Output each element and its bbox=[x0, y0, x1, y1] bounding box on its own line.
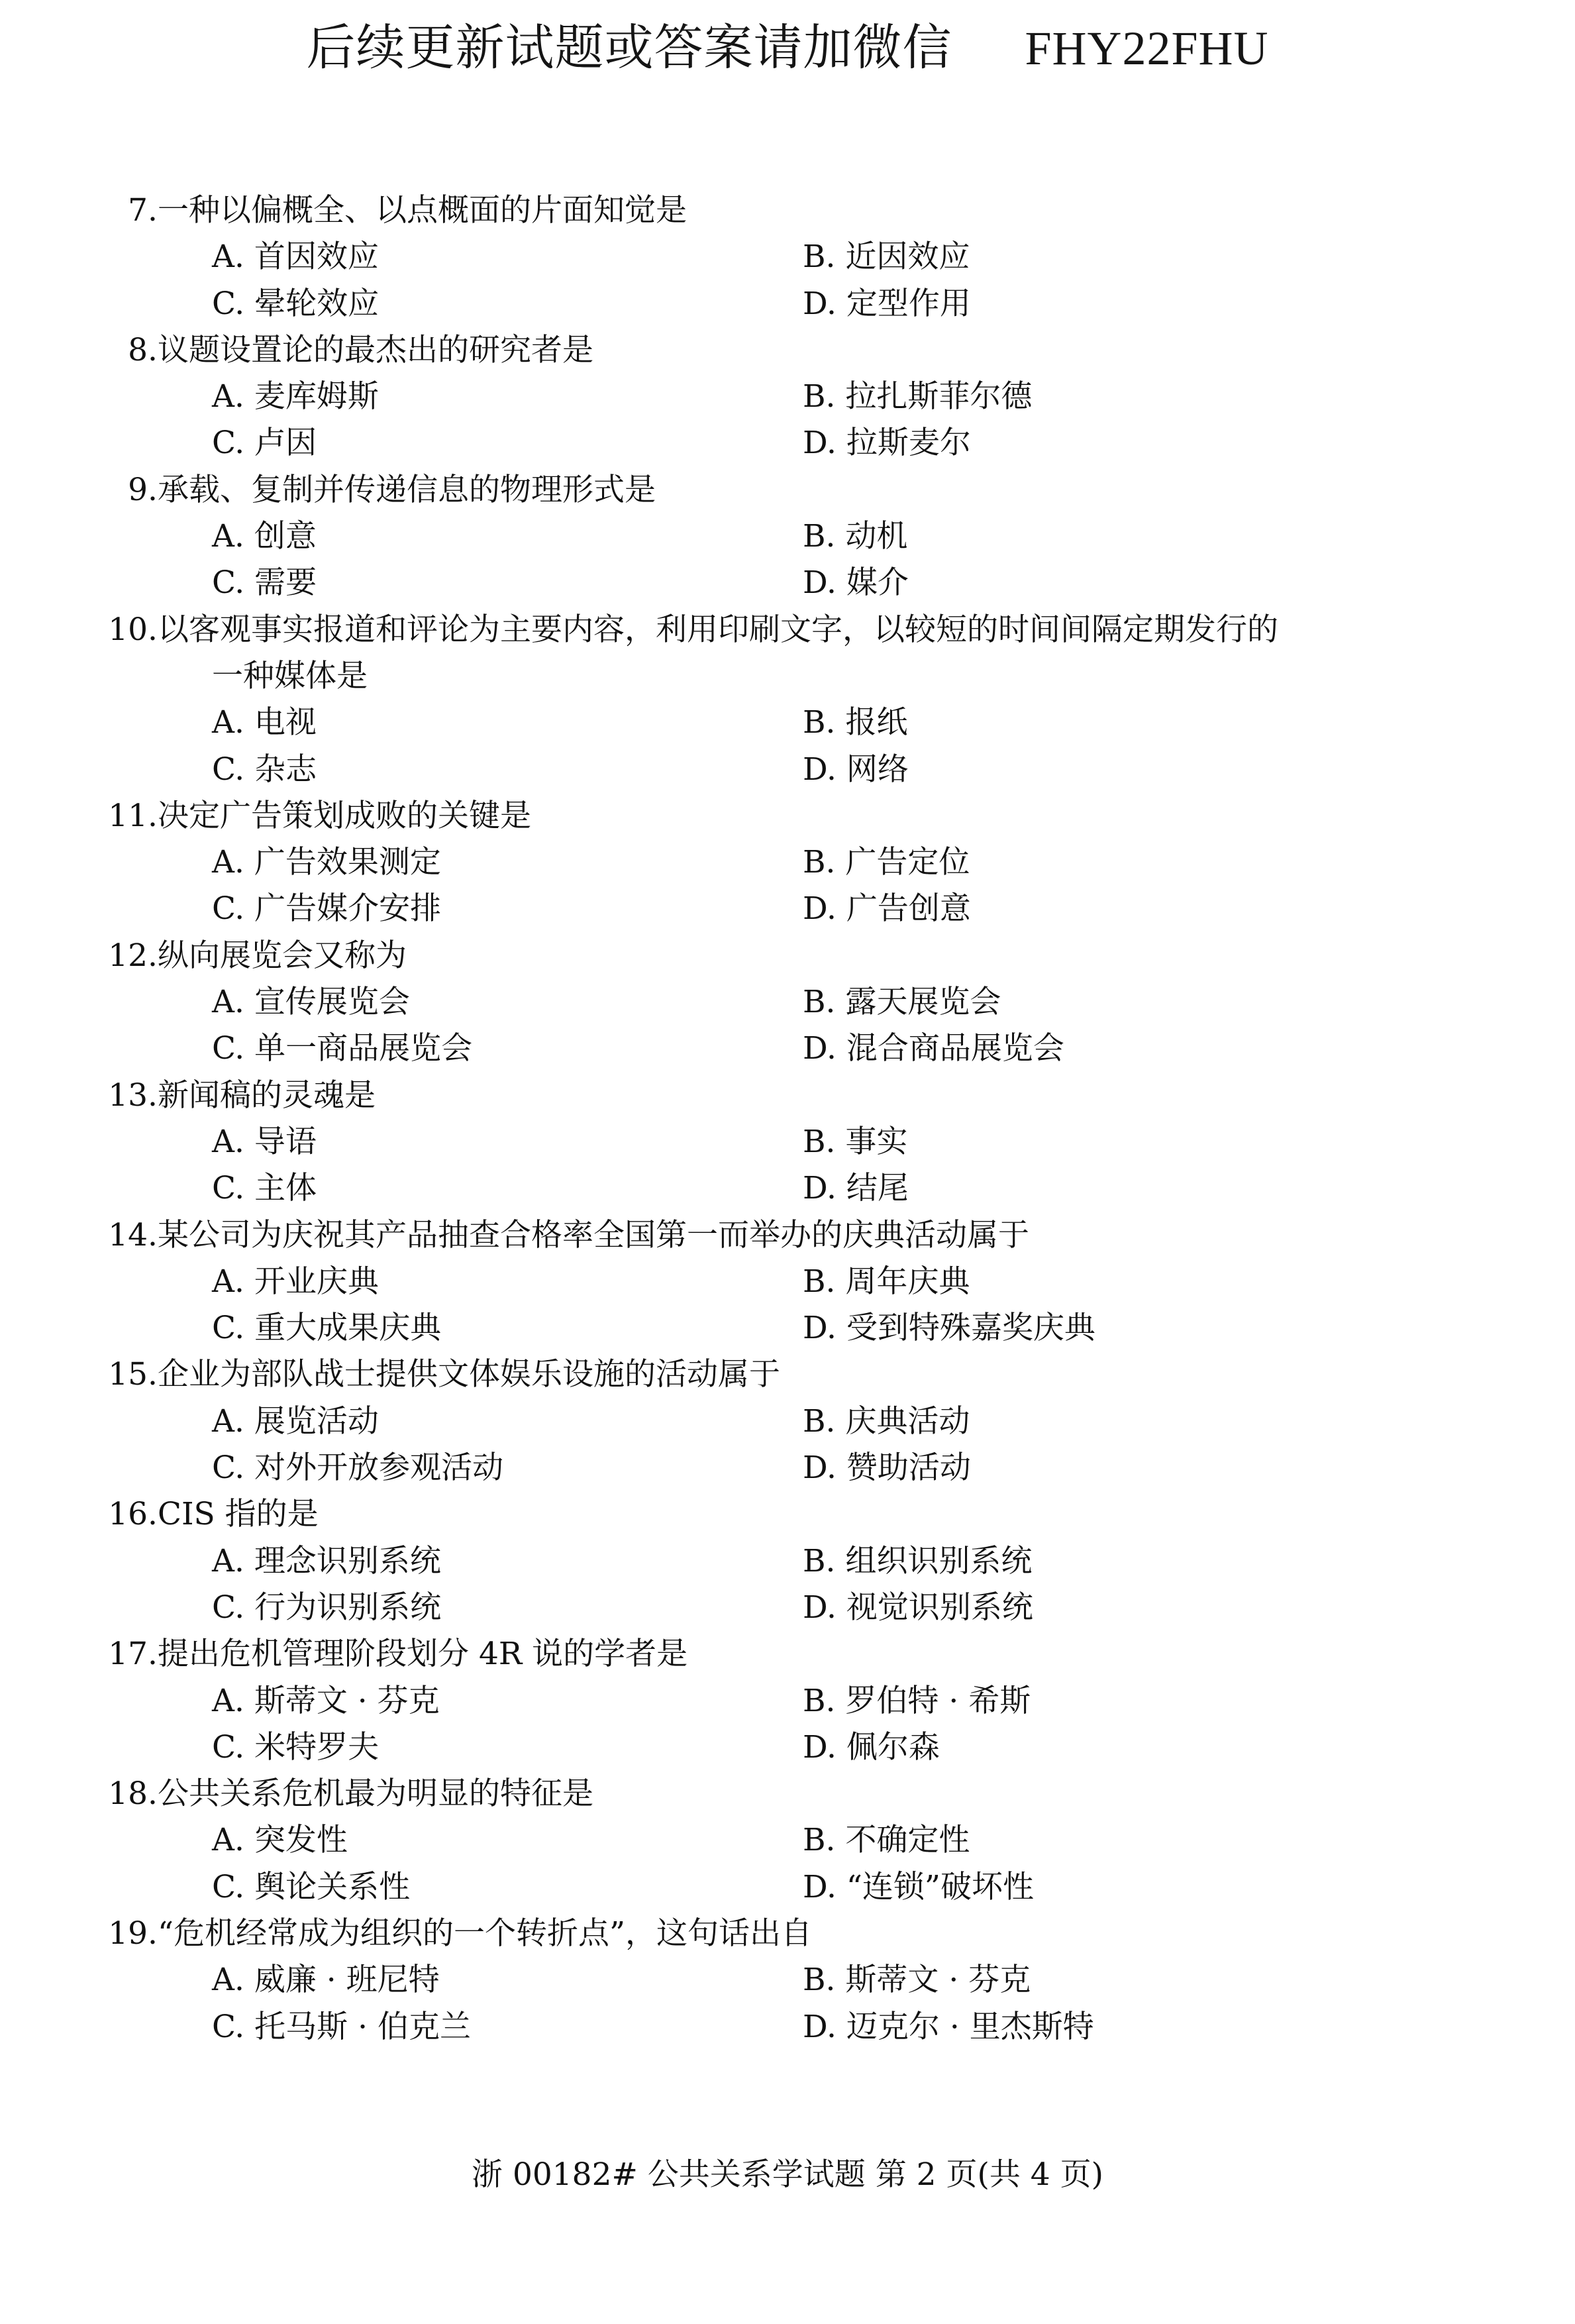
option-a: A. 首因效应 bbox=[212, 238, 379, 276]
question-stem bbox=[0, 607, 1575, 653]
option-d: D. 混合商品展览会 bbox=[803, 1030, 1064, 1067]
question-item bbox=[0, 1911, 1575, 2050]
question-stem bbox=[0, 1073, 1575, 1119]
options-row bbox=[0, 1957, 1575, 2003]
options-row bbox=[0, 747, 1575, 793]
option-d: D. 赞助活动 bbox=[803, 1450, 971, 1487]
option-b: B. 近因效应 bbox=[803, 238, 970, 276]
option-a: A. 广告效果测定 bbox=[212, 844, 441, 881]
option-d: D. 受到特殊嘉奖庆典 bbox=[803, 1310, 1095, 1347]
options-row bbox=[0, 1585, 1575, 1631]
question-item bbox=[0, 607, 1575, 793]
question-number: 19. bbox=[108, 1915, 158, 1952]
option-b: B. 组织识别系统 bbox=[803, 1542, 1033, 1579]
option-a: A. 展览活动 bbox=[212, 1402, 379, 1440]
question-number: 9. bbox=[128, 471, 158, 508]
option-a: A. 麦库姆斯 bbox=[212, 378, 379, 415]
question-number: 10. bbox=[108, 611, 158, 648]
question-stem-continued bbox=[0, 653, 1575, 700]
question-item bbox=[0, 1631, 1575, 1771]
question-text: 一种媒体是 bbox=[212, 657, 368, 694]
option-b: B. 露天展览会 bbox=[803, 984, 1001, 1021]
option-a: A. 斯蒂文 · 芬克 bbox=[212, 1682, 440, 1719]
options-row bbox=[0, 281, 1575, 327]
footer-text: 浙 00182# 公共关系学试题 第 2 页(共 4 页) bbox=[472, 2156, 1103, 2193]
question-stem bbox=[0, 933, 1575, 979]
option-b: B. 周年庆典 bbox=[803, 1263, 970, 1300]
options-row bbox=[0, 1445, 1575, 1491]
question-item bbox=[0, 1212, 1575, 1352]
question-stem bbox=[0, 1491, 1575, 1538]
option-c: C. 行为识别系统 bbox=[212, 1589, 442, 1626]
option-a: A. 宣传展览会 bbox=[212, 984, 410, 1021]
option-c: C. 卢因 bbox=[212, 425, 317, 462]
question-text: 企业为部队战士提供文体娱乐设施的活动属于 bbox=[158, 1356, 780, 1393]
question-text: 某公司为庆祝其产品抽查合格率全国第一而举办的庆典活动属于 bbox=[158, 1216, 1029, 1253]
option-d: D. 定型作用 bbox=[803, 285, 971, 322]
options-row bbox=[0, 1864, 1575, 1911]
option-b: B. 广告定位 bbox=[803, 844, 970, 881]
options-row bbox=[0, 839, 1575, 886]
options-row bbox=[0, 234, 1575, 280]
option-c: C. 晕轮效应 bbox=[212, 285, 380, 322]
question-number: 16. bbox=[108, 1496, 158, 1533]
question-number: 15. bbox=[108, 1356, 158, 1393]
question-text: 一种以偏概全、以点概面的片面知觉是 bbox=[158, 192, 687, 229]
question-text: 提出危机管理阶段划分 4R 说的学者是 bbox=[158, 1636, 688, 1673]
option-d: D. 广告创意 bbox=[803, 890, 971, 927]
option-d: D. 拉斯麦尔 bbox=[803, 425, 971, 462]
option-b: B. 斯蒂文 · 芬克 bbox=[803, 1962, 1031, 1999]
option-a: A. 理念识别系统 bbox=[212, 1542, 441, 1579]
question-stem bbox=[0, 327, 1575, 374]
page-header bbox=[0, 15, 1575, 81]
question-stem bbox=[0, 1631, 1575, 1677]
option-c: C. 舆论关系性 bbox=[212, 1868, 411, 1905]
option-c: C. 需要 bbox=[212, 564, 317, 602]
question-item bbox=[0, 327, 1575, 467]
option-d: D. 视觉识别系统 bbox=[803, 1589, 1033, 1626]
question-number: 7. bbox=[128, 192, 158, 229]
question-stem bbox=[0, 1212, 1575, 1259]
options-row bbox=[0, 979, 1575, 1026]
question-text: “危机经常成为组织的一个转折点”，这句话出自 bbox=[158, 1915, 813, 1952]
options-row bbox=[0, 1678, 1575, 1724]
question-stem bbox=[0, 1911, 1575, 1957]
option-d: D. 佩尔森 bbox=[803, 1728, 940, 1766]
question-item bbox=[0, 793, 1575, 933]
question-text: 纵向展览会又称为 bbox=[158, 937, 407, 974]
question-item bbox=[0, 467, 1575, 607]
question-stem bbox=[0, 187, 1575, 234]
question-stem bbox=[0, 1771, 1575, 1817]
question-number: 18. bbox=[108, 1775, 158, 1813]
option-d: D. 网络 bbox=[803, 751, 909, 788]
options-row bbox=[0, 1119, 1575, 1165]
options-row bbox=[0, 1538, 1575, 1585]
question-text: CIS 指的是 bbox=[158, 1496, 319, 1533]
header-code: FHY22FHU bbox=[1025, 22, 1269, 75]
option-b: B. 事实 bbox=[803, 1123, 908, 1160]
options-row bbox=[0, 560, 1575, 606]
question-text: 公共关系危机最为明显的特征是 bbox=[158, 1775, 593, 1813]
options-row bbox=[0, 1305, 1575, 1351]
options-row bbox=[0, 1817, 1575, 1864]
options-row bbox=[0, 1165, 1575, 1212]
option-a: A. 开业庆典 bbox=[212, 1263, 379, 1300]
option-c: C. 单一商品展览会 bbox=[212, 1030, 473, 1067]
question-stem bbox=[0, 1351, 1575, 1398]
option-b: B. 不确定性 bbox=[803, 1822, 970, 1859]
question-item bbox=[0, 1491, 1575, 1631]
options-row bbox=[0, 420, 1575, 466]
question-number: 11. bbox=[108, 797, 158, 834]
options-row bbox=[0, 374, 1575, 420]
options-row bbox=[0, 1724, 1575, 1771]
option-d: D. “连锁”破坏性 bbox=[803, 1868, 1034, 1905]
question-item bbox=[0, 933, 1575, 1073]
option-c: C. 米特罗夫 bbox=[212, 1728, 380, 1766]
options-row bbox=[0, 700, 1575, 746]
options-row bbox=[0, 1259, 1575, 1305]
page-footer bbox=[0, 2152, 1575, 2198]
option-a: A. 电视 bbox=[212, 704, 317, 741]
option-b: B. 庆典活动 bbox=[803, 1402, 970, 1440]
question-item bbox=[0, 187, 1575, 327]
question-text: 议题设置论的最杰出的研究者是 bbox=[158, 331, 593, 368]
question-item bbox=[0, 1073, 1575, 1212]
option-b: B. 拉扎斯菲尔德 bbox=[803, 378, 1033, 415]
option-b: B. 罗伯特 · 希斯 bbox=[803, 1682, 1031, 1719]
option-d: D. 媒介 bbox=[803, 564, 909, 602]
question-item bbox=[0, 1771, 1575, 1911]
question-stem bbox=[0, 467, 1575, 513]
question-number: 13. bbox=[108, 1077, 158, 1114]
question-number: 14. bbox=[108, 1216, 158, 1253]
option-d: D. 结尾 bbox=[803, 1170, 909, 1207]
option-c: C. 重大成果庆典 bbox=[212, 1310, 442, 1347]
option-c: C. 托马斯 · 伯克兰 bbox=[212, 2008, 471, 2045]
question-text: 以客观事实报道和评论为主要内容，利用印刷文字，以较短的时间间隔定期发行的 bbox=[158, 611, 1278, 648]
options-row bbox=[0, 2004, 1575, 2050]
question-number: 17. bbox=[108, 1636, 158, 1673]
option-c: C. 杂志 bbox=[212, 751, 317, 788]
header-text: 后续更新试题或答案请加微信 bbox=[306, 19, 952, 76]
option-c: C. 对外开放参观活动 bbox=[212, 1450, 504, 1487]
question-text: 决定广告策划成败的关键是 bbox=[158, 797, 531, 834]
option-a: A. 威廉 · 班尼特 bbox=[212, 1962, 440, 1999]
question-item bbox=[0, 1351, 1575, 1491]
option-c: C. 广告媒介安排 bbox=[212, 890, 442, 927]
question-list bbox=[0, 187, 1575, 2050]
options-row bbox=[0, 1399, 1575, 1445]
option-a: A. 导语 bbox=[212, 1123, 317, 1160]
question-text: 新闻稿的灵魂是 bbox=[158, 1077, 376, 1114]
option-a: A. 突发性 bbox=[212, 1822, 348, 1859]
question-text: 承载、复制并传递信息的物理形式是 bbox=[158, 471, 656, 508]
options-row bbox=[0, 513, 1575, 560]
option-a: A. 创意 bbox=[212, 518, 317, 555]
option-c: C. 主体 bbox=[212, 1170, 317, 1207]
question-number: 8. bbox=[128, 331, 158, 368]
option-d: D. 迈克尔 · 里杰斯特 bbox=[803, 2008, 1094, 2045]
option-b: B. 动机 bbox=[803, 518, 908, 555]
options-row bbox=[0, 1026, 1575, 1072]
question-number: 12. bbox=[108, 937, 158, 974]
question-stem bbox=[0, 793, 1575, 839]
options-row bbox=[0, 886, 1575, 932]
option-b: B. 报纸 bbox=[803, 704, 908, 741]
